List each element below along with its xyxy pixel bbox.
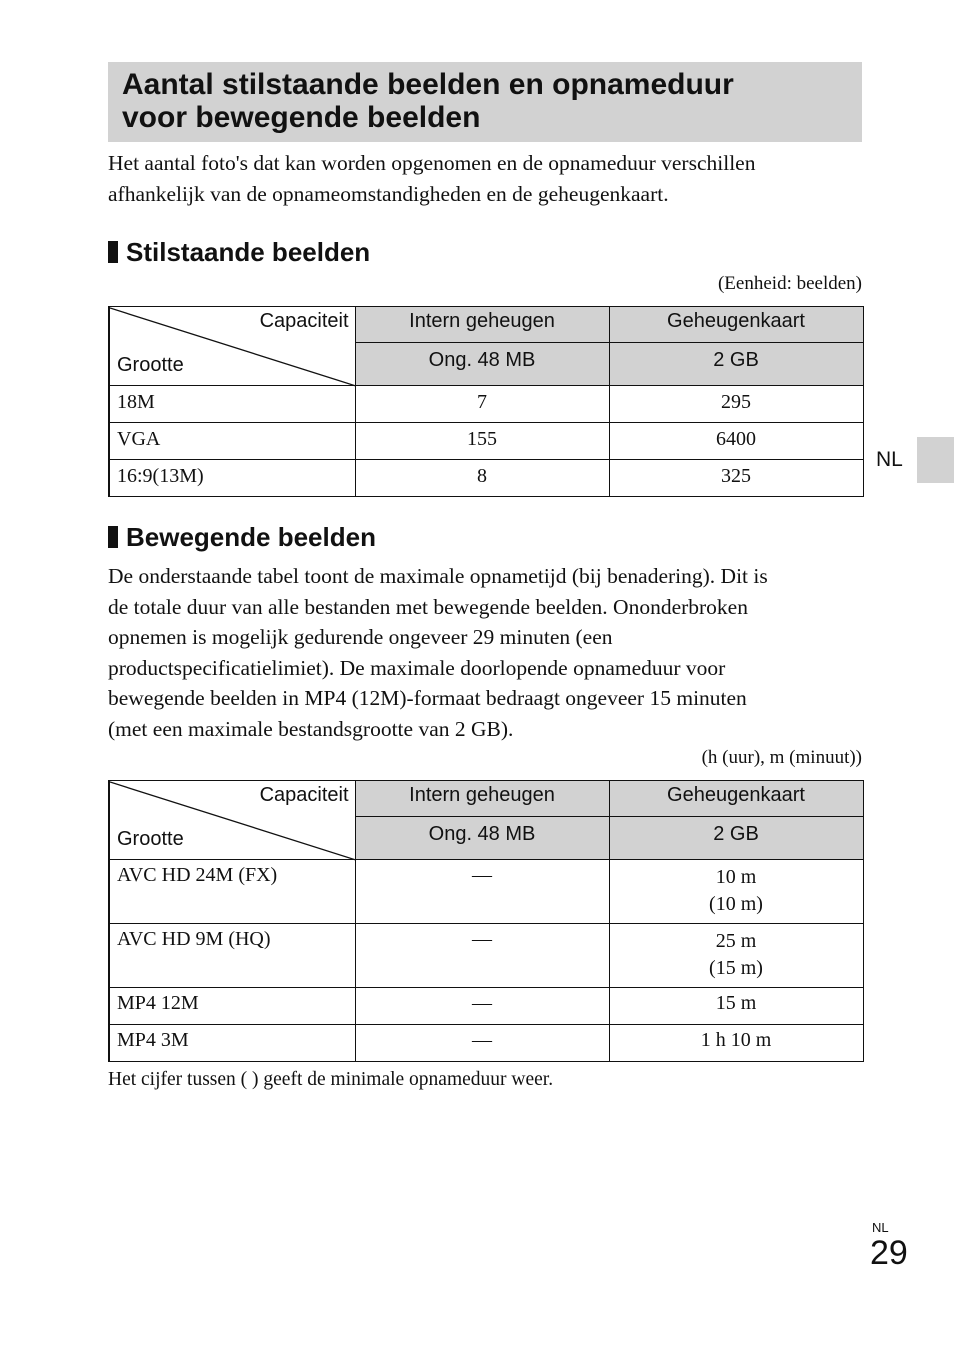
movie-paragraph [108,561,868,744]
still-unit: (Eenheid: beelden) [717,273,862,294]
heading-marker-icon [108,526,118,548]
row-internal: 7 [355,386,609,423]
section-title [108,62,862,142]
row-size: MP4 12M [109,988,355,1025]
intro-line: afhankelijk van de opnameomstandigheden en de geheugenkaart. [108,181,669,206]
size-label: Grootte [117,354,184,376]
section-title-line2: voor bewegende beelden [122,101,481,134]
row-internal: — [355,988,609,1025]
row-internal: — [355,1025,609,1062]
still-corner-cell [109,307,355,386]
table-row [109,1025,863,1062]
row-card: 1 h 10 m [609,1025,863,1062]
row-size: VGA [109,423,355,460]
col-internal-capacity: Ong. 48 MB [355,817,609,860]
col-internal-header: Intern geheugen [355,781,609,817]
footnote: Het cijfer tussen ( ) geeft de minimale opnameduur weer. [108,1069,554,1090]
row-internal: — [355,860,609,924]
intro-paragraph [108,148,868,209]
table-row [109,860,863,924]
intro-line: Het aantal foto's dat kan worden opgenomen en de opnameduur verschillen [108,151,756,175]
movie-text-line: De onderstaande tabel toont de maximale opnametijd (bij benadering). Dit is [108,564,768,588]
row-size: AVC HD 24M (FX) [109,860,355,924]
col-card-header: Geheugenkaart [609,307,863,343]
movie-text-line: bewegende beelden in MP4 (12M)-formaat bedraagt ongeveer 15 minuten [108,686,747,710]
card-duration: 25 m [715,930,757,952]
row-card: 15 m [609,988,863,1025]
section-title-line1: Aantal stilstaande beelden en opnameduur [122,68,734,101]
size-label: Grootte [117,828,184,850]
still-table [108,306,864,497]
card-duration: 10 m [715,866,757,888]
table-row [109,924,863,988]
still-heading-text: Stilstaande beelden [126,237,371,267]
movie-text-line: de totale duur van alle bestanden met bewegende beelden. Ononderbroken [108,594,748,619]
page-language: NL [872,1220,889,1235]
movie-text-line: productspecificatielimiet). De maximale doorlopende opnameduur voor [108,655,726,680]
movie-heading [108,522,376,552]
table-row [109,988,863,1025]
row-size: MP4 3M [109,1025,355,1062]
row-card: 6400 [609,423,863,460]
col-card-capacity: 2 GB [609,343,863,386]
col-internal-header: Intern geheugen [355,307,609,343]
row-size: 18M [109,386,355,423]
table-row [109,423,863,460]
side-language-label: NL [876,448,903,471]
row-card: 325 [609,460,863,497]
movie-text-line: opnemen is mogelijk gedurende ongeveer 29 minuten (een [108,625,613,649]
movie-unit: (h (uur), m (minuut)) [701,747,862,768]
col-card-capacity: 2 GB [609,817,863,860]
row-internal: 8 [355,460,609,497]
movie-text-line: (met een maximale bestandsgrootte van 2 GB). [108,716,514,741]
page-number: 29 [870,1234,908,1272]
table-row [109,460,863,497]
row-size: 16:9(13M) [109,460,355,497]
col-internal-capacity: Ong. 48 MB [355,343,609,386]
card-duration-min: (15 m) [709,957,763,979]
heading-marker-icon [108,241,118,263]
row-card: 295 [609,386,863,423]
card-duration-min: (10 m) [709,893,763,915]
row-card [609,924,863,988]
side-tab-marker [917,437,954,483]
movie-table [108,780,864,1062]
col-card-header: Geheugenkaart [609,781,863,817]
row-internal: 155 [355,423,609,460]
movie-corner-cell [109,781,355,860]
row-internal: — [355,924,609,988]
movie-heading-text: Bewegende beelden [126,522,376,552]
row-card [609,860,863,924]
row-size: AVC HD 9M (HQ) [109,924,355,988]
table-row [109,386,863,423]
capacity-label: Capaciteit [259,784,349,806]
still-heading [108,237,370,267]
capacity-label: Capaciteit [259,310,349,332]
